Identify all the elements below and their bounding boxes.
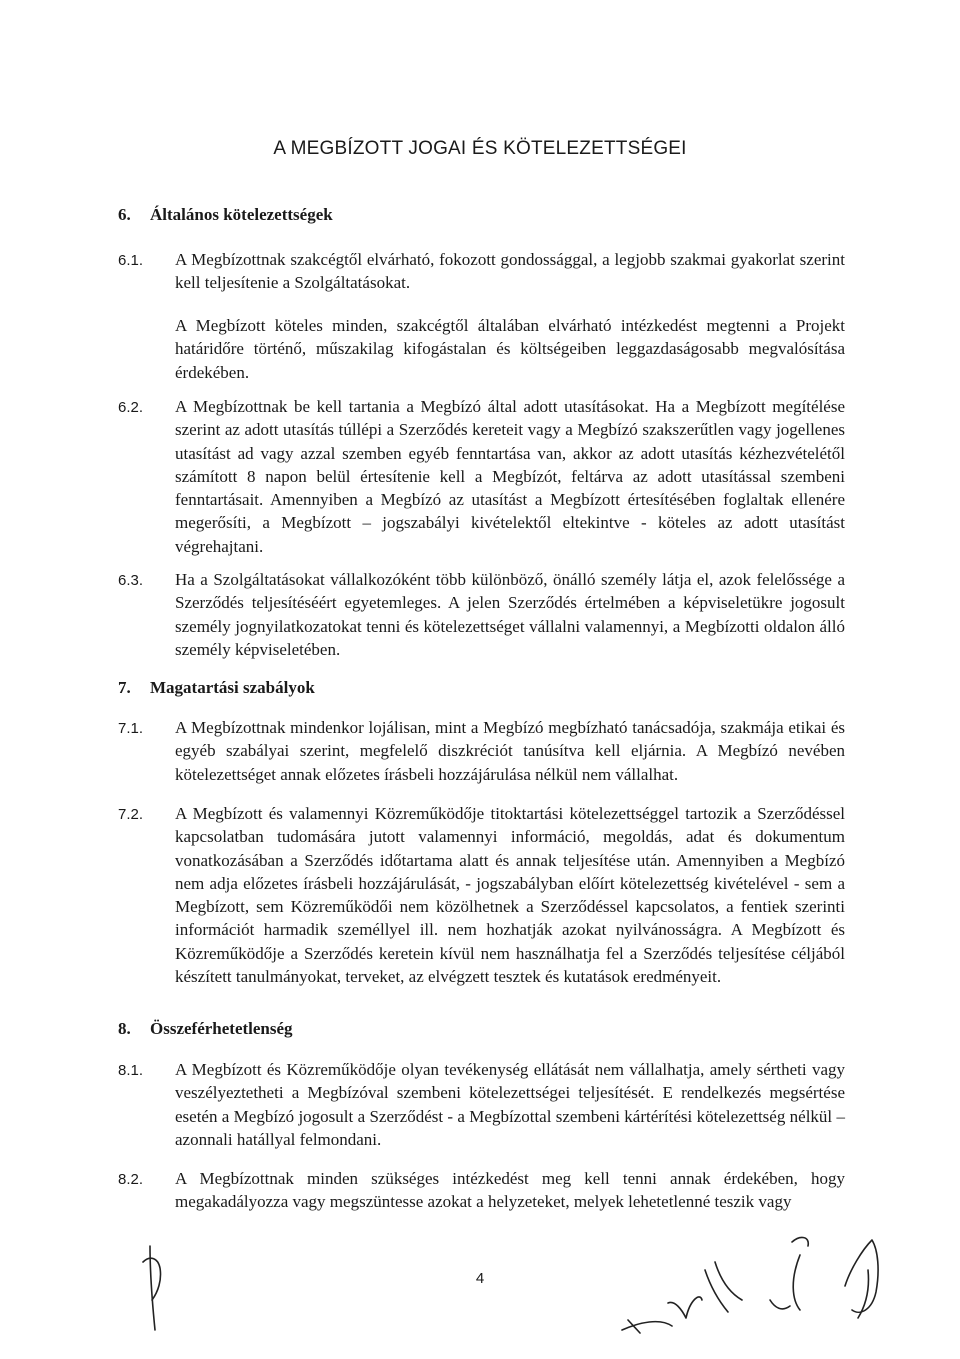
signature-stroke: [792, 1237, 808, 1310]
page-title: A MEGBÍZOTT JOGAI ÉS KÖTELEZETTSÉGEI: [273, 138, 687, 159]
clause-6-1-text-continued: A Megbízott köteles minden, szakcégtől általában elvárható intézkedést megtenni a Projekt határidőre történő, műszakilag kifogástalan és költségeiben leggazdaságosabb megvalósítása érdekében.: [175, 316, 845, 382]
section-number: 6.: [118, 205, 131, 224]
signature-stroke: [770, 1300, 790, 1309]
clause-number-8-1: 8.1.: [118, 1062, 144, 1079]
section-title: Általános kötelezettségek: [150, 205, 333, 224]
clause-number-7-2: 7.2.: [118, 806, 144, 823]
clause-6-3-text: Ha a Szolgáltatásokat vállalkozóként több különböző, önálló személy látja el, azok felelőssége a Szerződés teljesítéséért egyetemleges. A jelen Szerződés értelmében a képviseletükre jogosult személy jognyilatkozatokat tenni és kötelezettséget vállalni valamennyi, a Megbízotti oldalon álló személy képviseletében.: [175, 570, 845, 659]
section-title: Összeférhetetlenség: [150, 1019, 293, 1038]
section-number: 8.: [118, 1019, 131, 1038]
clause-number-8-2: 8.2.: [118, 1171, 144, 1188]
clause-7-2-text: A Megbízott és valamennyi Közreműködője titoktartási kötelezettséggel tartozik a Szerződéssel kapcsolatban tudomására jutott valamennyi információ, megoldás, adat és dokumentum vonatkozásában a Szerződés időtartama alatt és annak teljesítése után. Amennyiben a Megbízó nem adja előzetes írásbeli hozzájárulását, - jogszabályban előírt kötelezettség kivételével - sem a Megbízott, sem Közreműködői nem közölhetnek a Szerződéssel kapcsolatos, a fentiek szerinti információt harmadik személlyel ill. nem hozhatják azokat nyilvánosságra. A Megbízott és Közreműködője a Szerződés keretein kívül nem használhatja fel a Szerződés teljesítése céljából készített tanulmányokat, terveket, az elvégzett tesztek és kutatások eredményeit.: [175, 804, 845, 987]
clause-number-6-3: 6.3.: [118, 572, 144, 589]
signature-stroke: [845, 1240, 878, 1312]
clause-number-6-2: 6.2.: [118, 399, 144, 416]
clause-number-7-1: 7.1.: [118, 720, 144, 737]
signature-stroke: [622, 1320, 672, 1333]
page-number: 4: [475, 1270, 485, 1287]
clause-6-1-text: A Megbízottnak szakcégtől elvárható, fokozott gondossággal, a legjobb szakmai gyakorlat szerint kell teljesítenie a Szolgáltatásokat.: [175, 250, 845, 293]
signature-stroke: [668, 1297, 702, 1318]
clause-6-2-text: A Megbízottnak be kell tartania a Megbízó által adott utasításokat. Ha a Megbízott megítélése szerint az adott utasítás túllépi a Szerződés kereteit vagy a Megbízó szakszerűtlen vagy jogellenes utasítást ad vagy azzal szemben egyéb fenntartása van, akkor az adott utasítás kézhezvételétől számított 8 napon belül értesítenie kell a Megbízót, feltárva az adott utasítással szembeni fenntartásait. Amennyiben a Megbízó az utasítást a Megbízott értesítésében foglaltak ellenére megerősíti, a Megbízott – jogszabályi kivételektől eltekintve - köteles az adott utasítást végrehajtani.: [175, 397, 845, 556]
clause-7-1-text: A Megbízottnak mindenkor lojálisan, mint a Megbízó megbízható tanácsadója, szakmája etikai és egyéb szabályai szerint, megfelelő diszkréciót tanúsítva kell eljárnia. A Megbízó nevében kötelezettséget annak előzetes írásbeli hozzájárulása nélkül nem vállalhat.: [175, 718, 845, 784]
clause-8-2-text: A Megbízottnak minden szükséges intézkedést meg kell tenni annak érdekében, hogy megakadályozza vagy megszüntesse azokat a helyzeteket, melyek lehetetlenné teszik vagy: [175, 1169, 845, 1212]
clause-8-1-text: A Megbízott és Közreműködője olyan tevékenység ellátását nem vállalhatja, amely sértheti vagy veszélyeztetheti a Megbízóval szembeni kötelezettségei teljesítését. E rendelkezés megsértése esetén a Megbízó jogosult a Szerződést - a Megbízottal szembeni kártérítési kötelezettség nélkül – azonnali hatállyal felmondani.: [175, 1060, 845, 1149]
signature-stroke: [705, 1262, 742, 1312]
clause-number-6-1: 6.1.: [118, 252, 144, 269]
section-number: 7.: [118, 678, 131, 697]
section-title: Magatartási szabályok: [150, 678, 315, 697]
